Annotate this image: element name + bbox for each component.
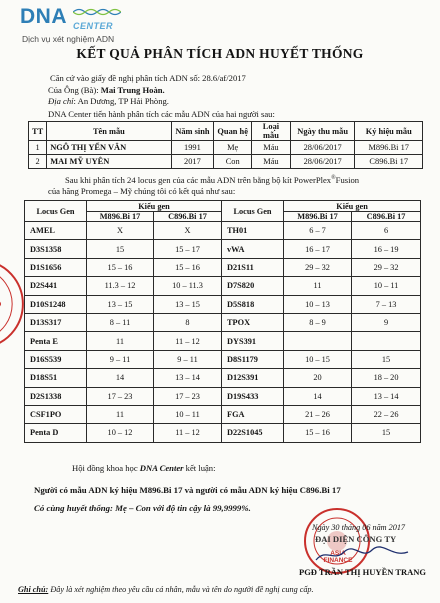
genotype-cell: X: [87, 222, 154, 240]
genotype-cell: 15 – 16: [154, 258, 222, 276]
locus-name-cell: FGA: [222, 405, 284, 423]
analysis-line-2: của hãng Promega – Mỹ chúng tôi có kết quả như sau:: [48, 186, 236, 196]
sample-cell: Máu: [252, 155, 291, 169]
genotype-cell: 9 – 11: [154, 350, 222, 368]
genotype-cell: 14: [87, 369, 154, 387]
sample-cell: M896.Bi 17: [355, 141, 423, 155]
locus-row: [25, 350, 421, 368]
genotype-cell: 17 – 23: [154, 387, 222, 405]
genotype-cell: 9: [352, 313, 421, 331]
locus-name-cell: D21S11: [222, 258, 284, 276]
logo-center-text: CENTER: [73, 21, 114, 31]
genotype-cell: 16 – 17: [284, 240, 352, 258]
locus-row: [25, 313, 421, 331]
left-seal-stamp: [0, 258, 26, 350]
footer-note-label: Ghi chú:: [18, 585, 49, 594]
request-line: Căn cứ vào giấy đề nghị phân tích ADN số: 28.6/af/2017: [50, 73, 246, 83]
locus-name-cell: Penta E: [25, 332, 87, 350]
genotype-cell: 16 – 19: [352, 240, 421, 258]
locus-row: [25, 405, 421, 423]
locus-row: [25, 258, 421, 276]
locus-name-cell: D7S820: [222, 277, 284, 295]
client-label: Của Ông (Bà):: [48, 85, 99, 95]
genotype-cell: 15: [352, 424, 421, 442]
kieu-gen-header: Kiểu gen: [87, 201, 222, 212]
genotype-cell: 15 – 17: [154, 240, 222, 258]
genotype-cell: [352, 332, 421, 350]
locus-header: Locus Gen: [222, 201, 284, 222]
sample-cell: Máu: [252, 141, 291, 155]
footer-note: [18, 585, 314, 594]
locus-name-cell: D16S539: [25, 350, 87, 368]
sample-cell: 28/06/2017: [290, 141, 355, 155]
sample-cell: MAI MỸ UYÊN: [47, 155, 171, 169]
locus-name-cell: D19S433: [222, 387, 284, 405]
signature-title: ĐẠI DIỆN CÔNG TY: [315, 534, 397, 544]
logo-tagline: Dịch vụ xét nghiệm ADN: [22, 34, 115, 44]
genotype-cell: 18 – 20: [352, 369, 421, 387]
genotype-cell: 6: [352, 222, 421, 240]
genotype-cell: 29 – 32: [284, 258, 352, 276]
locus-row: [25, 332, 421, 350]
locus-name-cell: TH01: [222, 222, 284, 240]
genotype-cell: 13 – 14: [154, 369, 222, 387]
genotype-cell: 20: [284, 369, 352, 387]
samples-header-row: [29, 122, 423, 141]
genotype-cell: 13 – 14: [352, 387, 421, 405]
analysis-text-b: Fusion: [335, 175, 360, 185]
registered-mark: ®: [331, 175, 336, 182]
genotype-cell: 29 – 32: [352, 258, 421, 276]
council-text-a: Hội đồng khoa học: [72, 463, 138, 473]
genotype-cell: 11 – 12: [154, 332, 222, 350]
dna-helix-icon: [73, 8, 121, 16]
samples-header-cell: Quan hệ: [214, 122, 252, 141]
logo-center-block: [73, 8, 121, 34]
locus-name-cell: D18S51: [25, 369, 87, 387]
sample-cell: 1: [29, 141, 47, 155]
logo-dna-text: DNA: [20, 5, 67, 28]
genotype-cell: 15 – 16: [87, 258, 154, 276]
samples-table: [28, 121, 423, 169]
signature-date: Ngày 30 tháng 06 năm 2017: [312, 523, 406, 532]
samples-header-cell: TT: [29, 122, 47, 141]
loci-table: [24, 200, 421, 443]
locus-name-cell: D12S391: [222, 369, 284, 387]
locus-row: [25, 277, 421, 295]
genotype-cell: 10 – 15: [284, 350, 352, 368]
analysis-line-1: [65, 175, 359, 185]
locus-name-cell: Penta D: [25, 424, 87, 442]
locus-name-cell: D2S1338: [25, 387, 87, 405]
sample-a-header: M896.Bi 17: [284, 212, 352, 222]
samples-header-cell: Năm sinh: [171, 122, 214, 141]
handwritten-signature: [312, 546, 412, 564]
sample-row: [29, 141, 423, 155]
sample-cell: Con: [214, 155, 252, 169]
address-value: : An Dương, TP Hải Phòng.: [73, 96, 169, 106]
council-text-b: DNA Center: [139, 463, 184, 473]
sample-cell: Mẹ: [214, 141, 252, 155]
genotype-cell: 11 – 12: [154, 424, 222, 442]
sample-b-header: C896.Bi 17: [154, 212, 222, 222]
client-name: Mai Trung Hoàn.: [100, 85, 165, 95]
sample-cell: 1991: [171, 141, 214, 155]
sample-row: [29, 155, 423, 169]
sample-cell: 2017: [171, 155, 214, 169]
signer-name: PGĐ TRẦN THỊ HUYỀN TRANG: [299, 567, 427, 577]
genotype-cell: 11: [87, 332, 154, 350]
genotype-cell: 10 – 13: [284, 295, 352, 313]
locus-name-cell: D10S1248: [25, 295, 87, 313]
genotype-cell: 15: [352, 350, 421, 368]
samples-header-cell: Ngày thu mẫu: [290, 122, 355, 141]
footer-note-text: Đây là xét nghiệm theo yêu cầu cá nhân, mẫu và tên do người đề nghị cung cấp.: [50, 585, 314, 594]
sample-cell: C896.Bi 17: [355, 155, 423, 169]
locus-row: [25, 369, 421, 387]
locus-name-cell: D5S818: [222, 295, 284, 313]
samples-header-cell: Ký hiệu mẫu: [355, 122, 423, 141]
council-text-c: kết luận:: [185, 463, 216, 473]
genotype-cell: 10 – 11: [154, 405, 222, 423]
locus-header: Locus Gen: [25, 201, 87, 222]
sample-b-header: C896.Bi 17: [352, 212, 421, 222]
locus-row: [25, 240, 421, 258]
sample-cell: 28/06/2017: [290, 155, 355, 169]
council-line: [72, 463, 216, 473]
locus-name-cell: D8S1179: [222, 350, 284, 368]
locus-row: [25, 222, 421, 240]
client-line: [48, 85, 165, 95]
genotype-cell: 6 – 7: [284, 222, 352, 240]
locus-name-cell: D22S1045: [222, 424, 284, 442]
locus-name-cell: vWA: [222, 240, 284, 258]
genotype-cell: 11: [87, 405, 154, 423]
genotype-cell: 10 – 11.3: [154, 277, 222, 295]
genotype-cell: 13 – 15: [87, 295, 154, 313]
genotype-cell: 11: [284, 277, 352, 295]
genotype-cell: [284, 332, 352, 350]
locus-name-cell: D3S1358: [25, 240, 87, 258]
locus-name-cell: D13S317: [25, 313, 87, 331]
analysis-text-a: Sau khi phân tích 24 locus gen của các mẫu ADN trên bằng bộ kít PowerPlex: [65, 175, 332, 185]
loci-header-row: [25, 201, 421, 212]
dna-center-logo: [20, 5, 121, 44]
conclusion-line-2: Có cùng huyết thống: Mẹ – Con với độ tin cậy là 99,9999%.: [34, 503, 251, 513]
genotype-cell: 15: [87, 240, 154, 258]
genotype-cell: 7 – 13: [352, 295, 421, 313]
genotype-cell: 14: [284, 387, 352, 405]
locus-name-cell: D1S1656: [25, 258, 87, 276]
locus-row: [25, 387, 421, 405]
genotype-cell: 9 – 11: [87, 350, 154, 368]
genotype-cell: 15 – 16: [284, 424, 352, 442]
sample-a-header: M896.Bi 17: [87, 212, 154, 222]
genotype-cell: 13 – 15: [154, 295, 222, 313]
genotype-cell: X: [154, 222, 222, 240]
center-line: DNA Center tiến hành phân tích các mẫu ADN của hai người sau:: [48, 109, 275, 119]
locus-name-cell: CSF1PO: [25, 405, 87, 423]
genotype-cell: 21 – 26: [284, 405, 352, 423]
conclusion-line-1: Người có mẫu ADN ký hiệu M896.Bi 17 và người có mẫu ADN ký hiệu C896.Bi 17: [34, 485, 341, 495]
address-line: [48, 96, 169, 106]
sample-cell: 2: [29, 155, 47, 169]
sample-cell: NGÔ THỊ YẾN VÂN: [47, 141, 171, 155]
genotype-cell: 8 – 9: [284, 313, 352, 331]
samples-header-cell: Loại mẫu: [252, 122, 291, 141]
document-title: KẾT QUẢ PHÂN TÍCH ADN HUYẾT THỐNG: [76, 46, 364, 61]
genotype-cell: 10 – 12: [87, 424, 154, 442]
locus-name-cell: D2S441: [25, 277, 87, 295]
samples-header-cell: Tên mẫu: [47, 122, 171, 141]
genotype-cell: 22 – 26: [352, 405, 421, 423]
genotype-cell: 10 – 11: [352, 277, 421, 295]
genotype-cell: 11.3 – 12: [87, 277, 154, 295]
stamp-brand-text: ASIA FINANCE: [323, 550, 353, 564]
locus-name-cell: AMEL: [25, 222, 87, 240]
genotype-cell: 8: [154, 313, 222, 331]
address-label: Địa chỉ: [48, 96, 74, 106]
locus-row: [25, 295, 421, 313]
kieu-gen-header: Kiểu gen: [284, 201, 421, 212]
locus-name-cell: DYS391: [222, 332, 284, 350]
genotype-cell: 17 – 23: [87, 387, 154, 405]
genotype-cell: 8 – 11: [87, 313, 154, 331]
locus-name-cell: TPOX: [222, 313, 284, 331]
locus-row: [25, 424, 421, 442]
